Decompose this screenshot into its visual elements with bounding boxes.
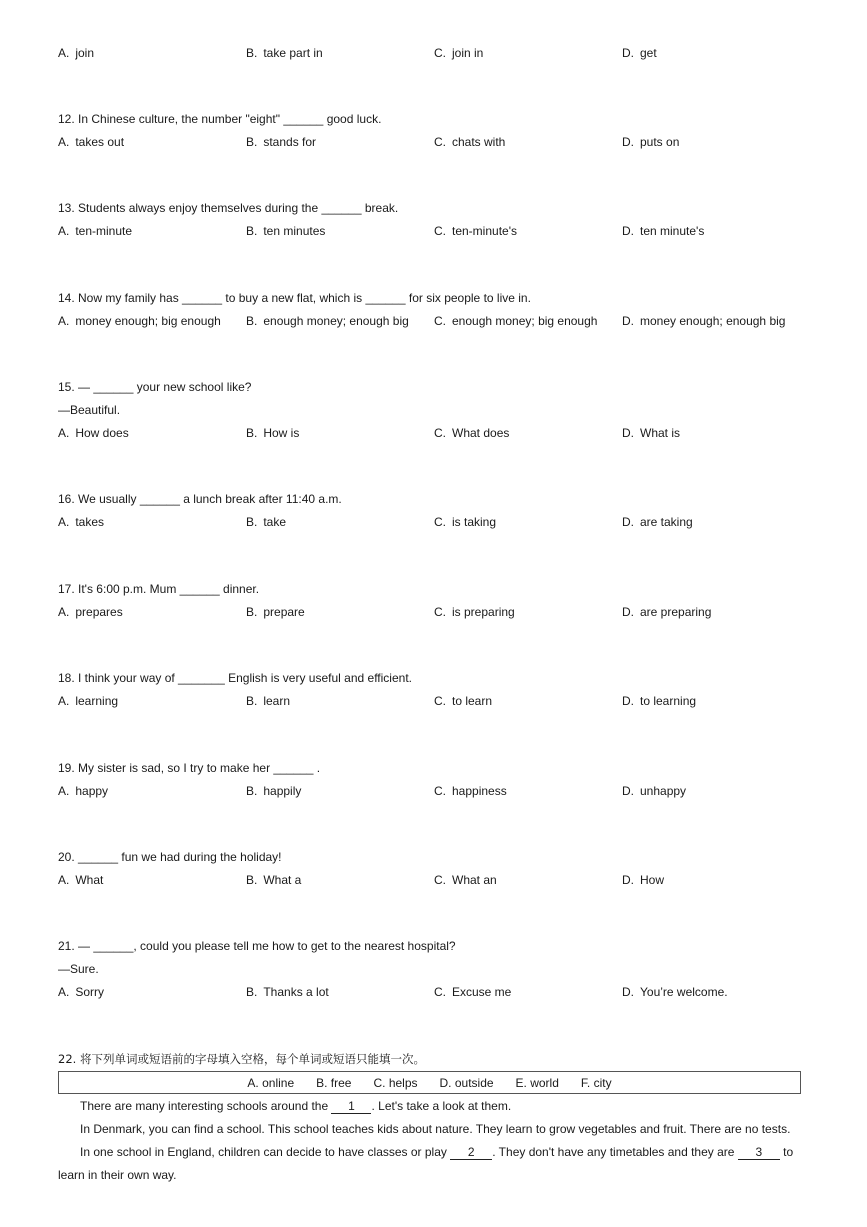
option-text: Thanks a lot [263, 985, 329, 999]
option-c[interactable] [434, 134, 505, 150]
option-letter: C. [434, 515, 446, 529]
option-letter: A. [58, 426, 70, 440]
option-letter: D. [622, 135, 634, 149]
option-letter: B. [246, 46, 258, 60]
option-a[interactable] [58, 604, 123, 620]
passage-paragraph [58, 1095, 812, 1118]
option-d[interactable] [622, 783, 686, 799]
option-text: Sorry [75, 985, 105, 999]
option-letter: A. [58, 605, 70, 619]
question-stem: 17. It's 6:00 p.m. Mum ______ dinner. [58, 582, 260, 596]
passage-text: . Let's take a look at them. [371, 1099, 512, 1113]
word-bank-item: C. helps [373, 1075, 418, 1090]
option-text: money enough; big enough [75, 314, 221, 328]
option-c[interactable] [434, 872, 497, 888]
option-text: You’re welcome. [640, 985, 728, 999]
option-letter: D. [622, 224, 634, 238]
question-stem: 20. ______ fun we had during the holiday! [58, 850, 282, 864]
option-letter: C. [434, 135, 446, 149]
option-text: prepares [75, 605, 123, 619]
option-c[interactable] [434, 223, 517, 239]
option-text: to learning [640, 694, 697, 708]
option-text: How is [263, 426, 300, 440]
option-a[interactable] [58, 45, 94, 61]
option-text: enough money; big enough [452, 314, 598, 328]
option-letter: B. [246, 873, 258, 887]
word-bank [58, 1071, 801, 1094]
option-letter: D. [622, 46, 634, 60]
option-c[interactable] [434, 425, 509, 441]
option-text: ten-minute [75, 224, 133, 238]
question-stem: 19. My sister is sad, so I try to make her ______ . [58, 761, 321, 775]
option-text: What [75, 873, 104, 887]
option-b[interactable] [246, 223, 325, 239]
option-letter: A. [58, 694, 70, 708]
option-b[interactable] [246, 604, 305, 620]
option-d[interactable] [622, 134, 679, 150]
option-text: takes out [75, 135, 125, 149]
passage-paragraph [58, 1141, 812, 1187]
option-letter: A. [58, 515, 70, 529]
option-b[interactable] [246, 693, 290, 709]
option-text: happiness [452, 784, 507, 798]
option-c[interactable] [434, 693, 492, 709]
question-instruction: 22. 将下列单词或短语前的字母填入空格，每个单词或短语只能填一次。 [58, 1052, 425, 1066]
word-bank-item: A. online [247, 1075, 295, 1090]
option-letter: C. [434, 224, 446, 238]
option-letter: C. [434, 784, 446, 798]
option-a[interactable] [58, 514, 104, 530]
passage-text: to learn in their own way. [58, 1145, 794, 1182]
option-text: How does [75, 426, 129, 440]
option-text: is preparing [452, 605, 515, 619]
option-c[interactable] [434, 984, 511, 1000]
question-stem: 12. In Chinese culture, the number "eight" ______ good luck. [58, 112, 382, 126]
answer-blank[interactable]: 1 [331, 1099, 371, 1114]
option-letter: D. [622, 605, 634, 619]
option-b[interactable] [246, 984, 329, 1000]
answer-blank[interactable]: 2 [450, 1145, 492, 1160]
option-text: learn [263, 694, 291, 708]
option-letter: C. [434, 426, 446, 440]
option-b[interactable] [246, 45, 323, 61]
option-text: happy [75, 784, 109, 798]
option-letter: C. [434, 873, 446, 887]
option-a[interactable] [58, 984, 104, 1000]
question-stem: 14. Now my family has ______ to buy a new flat, which is ______ for six people to live in. [58, 291, 531, 305]
option-text: join [75, 46, 95, 60]
passage-text: In one school in England, children can decide to have classes or play [80, 1145, 451, 1159]
option-d[interactable] [622, 984, 728, 1000]
option-a[interactable] [58, 134, 124, 150]
question-stem: 18. I think your way of _______ English is very useful and efficient. [58, 671, 412, 685]
option-text: join in [452, 46, 484, 60]
option-b[interactable] [246, 425, 299, 441]
question-stem: 16. We usually ______ a lunch break after 11:40 a.m. [58, 492, 342, 506]
option-letter: A. [58, 784, 70, 798]
option-letter: C. [434, 314, 446, 328]
option-a[interactable] [58, 693, 118, 709]
option-letter: D. [622, 314, 634, 328]
option-text: are preparing [640, 605, 712, 619]
option-letter: A. [58, 873, 70, 887]
option-letter: B. [246, 694, 258, 708]
option-letter: A. [58, 985, 70, 999]
option-text: are taking [640, 515, 693, 529]
option-text: What does [452, 426, 510, 440]
option-b[interactable] [246, 872, 301, 888]
option-letter: B. [246, 314, 258, 328]
option-d[interactable] [622, 604, 711, 620]
option-a[interactable] [58, 783, 108, 799]
option-c[interactable] [434, 313, 597, 329]
question-stem: 21. — ______, could you please tell me how to get to the nearest hospital? [58, 939, 456, 953]
option-text: ten-minute's [452, 224, 517, 238]
option-letter: D. [622, 694, 634, 708]
passage-paragraph: In Denmark, you can find a school. This school teaches kids about nature. They learn to grow vegetables and fruit. There are no tests. [80, 1122, 791, 1136]
option-b[interactable] [246, 134, 316, 150]
option-c[interactable] [434, 45, 483, 61]
option-letter: D. [622, 426, 634, 440]
option-text: ten minute's [640, 224, 705, 238]
answer-blank[interactable]: 3 [738, 1145, 780, 1160]
option-text: unhappy [640, 784, 687, 798]
question-stem: 13. Students always enjoy themselves during the ______ break. [58, 201, 399, 215]
option-text: chats with [452, 135, 506, 149]
option-text: ten minutes [263, 224, 326, 238]
option-text: get [640, 46, 657, 60]
option-text: to learn [452, 694, 493, 708]
option-letter: B. [246, 605, 258, 619]
option-letter: C. [434, 46, 446, 60]
option-d[interactable] [622, 425, 680, 441]
option-a[interactable] [58, 425, 129, 441]
option-d[interactable] [622, 45, 657, 61]
option-text: How [640, 873, 665, 887]
word-bank-item: B. free [316, 1075, 352, 1090]
option-letter: B. [246, 426, 258, 440]
passage-text: . They don't have any timetables and they are [492, 1145, 738, 1159]
option-text: take [263, 515, 287, 529]
option-letter: D. [622, 515, 634, 529]
option-b[interactable] [246, 313, 409, 329]
option-letter: B. [246, 985, 258, 999]
word-bank-item: E. world [515, 1075, 559, 1090]
option-letter: A. [58, 224, 70, 238]
option-text: is taking [452, 515, 497, 529]
option-text: take part in [263, 46, 323, 60]
option-letter: A. [58, 46, 70, 60]
option-text: money enough; enough big [640, 314, 786, 328]
question-stem: 15. — ______ your new school like? [58, 380, 252, 394]
option-text: prepare [263, 605, 305, 619]
option-a[interactable] [58, 872, 103, 888]
word-bank-item: F. city [580, 1075, 612, 1090]
option-d[interactable] [622, 313, 785, 329]
option-letter: A. [58, 135, 70, 149]
option-letter: B. [246, 784, 258, 798]
option-letter: C. [434, 985, 446, 999]
option-text: takes [75, 515, 105, 529]
option-b[interactable] [246, 514, 286, 530]
option-text: learning [75, 694, 119, 708]
option-c[interactable] [434, 604, 515, 620]
option-a[interactable] [58, 313, 221, 329]
option-letter: C. [434, 605, 446, 619]
option-d[interactable] [622, 514, 693, 530]
option-letter: D. [622, 784, 634, 798]
option-text: What is [640, 426, 681, 440]
dialogue-reply: —Beautiful. [58, 403, 121, 417]
option-d[interactable] [622, 872, 664, 888]
option-text: What an [452, 873, 497, 887]
option-letter: B. [246, 515, 258, 529]
option-letter: C. [434, 694, 446, 708]
option-d[interactable] [622, 693, 696, 709]
passage-text: There are many interesting schools around the [80, 1099, 332, 1113]
option-text: Excuse me [452, 985, 512, 999]
option-letter: A. [58, 314, 70, 328]
option-letter: D. [622, 985, 634, 999]
option-b[interactable] [246, 783, 301, 799]
option-text: enough money; enough big [263, 314, 409, 328]
option-text: happily [263, 784, 302, 798]
option-text: What a [263, 873, 302, 887]
option-c[interactable] [434, 783, 507, 799]
option-letter: B. [246, 135, 258, 149]
option-letter: D. [622, 873, 634, 887]
option-a[interactable] [58, 223, 132, 239]
option-c[interactable] [434, 514, 496, 530]
option-letter: B. [246, 224, 258, 238]
dialogue-reply: —Sure. [58, 962, 99, 976]
option-text: stands for [263, 135, 317, 149]
option-d[interactable] [622, 223, 704, 239]
option-text: puts on [640, 135, 680, 149]
word-bank-item: D. outside [439, 1075, 494, 1090]
